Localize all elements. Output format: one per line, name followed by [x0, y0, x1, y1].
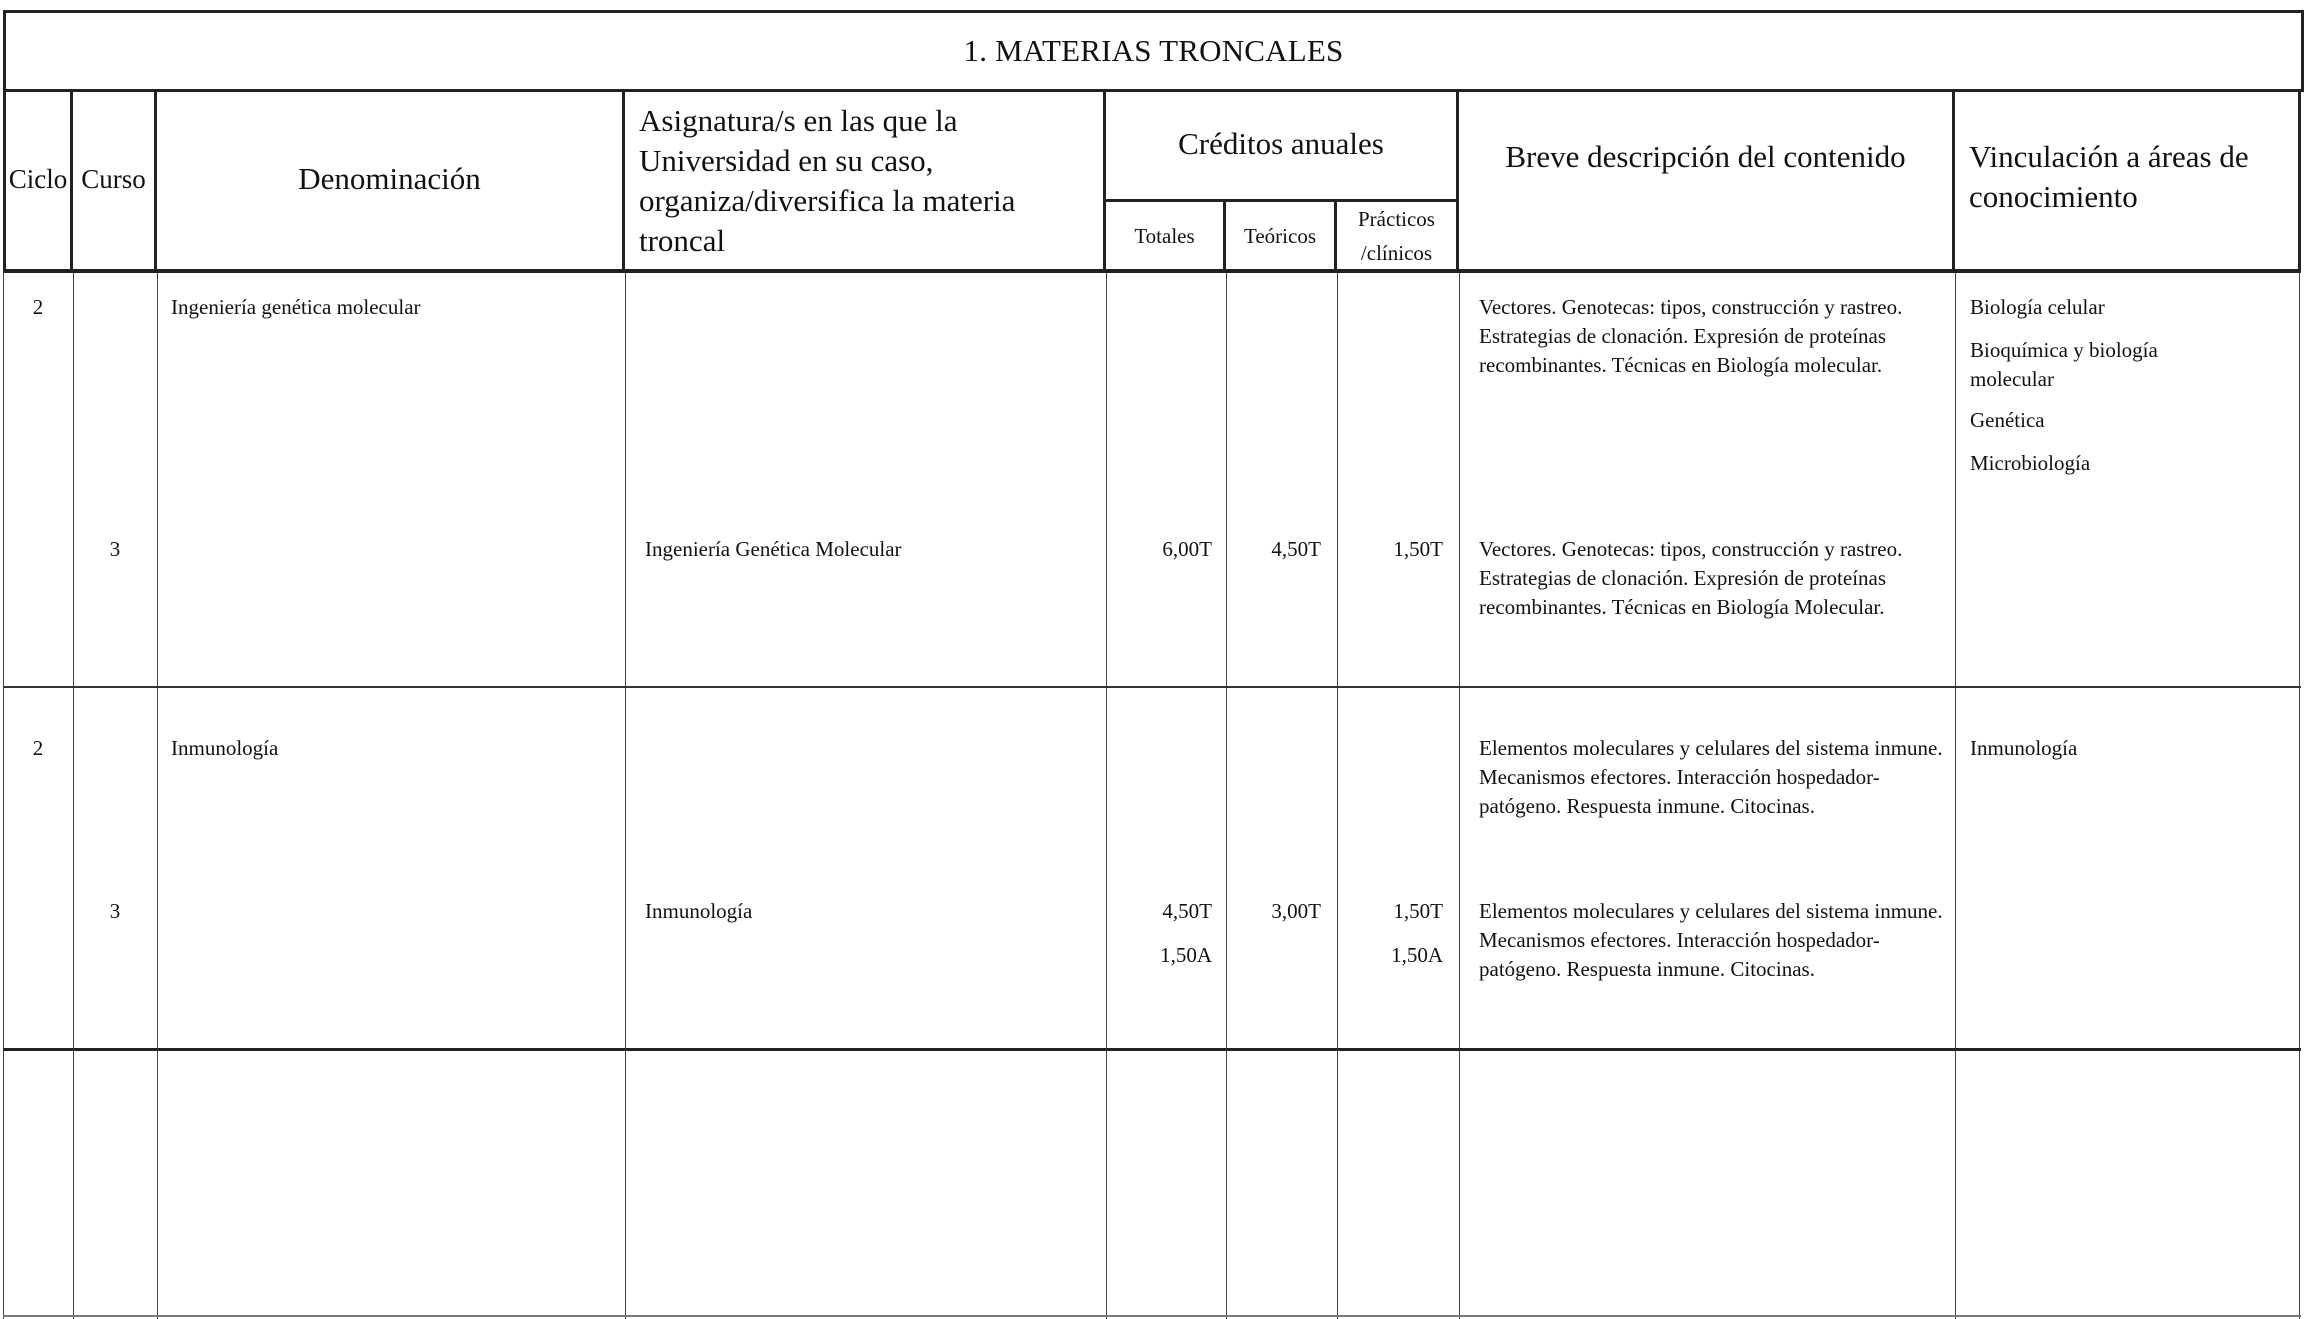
divider-totales-teoricos [1226, 273, 1227, 1319]
denominacion-value: Inmunología [171, 736, 279, 760]
curso-value: 3 [109, 899, 121, 923]
ciclo-value: 2 [32, 295, 44, 319]
header-curso-label: Curso [81, 164, 146, 194]
header-totales [1106, 202, 1226, 273]
curso-value: 3 [109, 537, 121, 561]
table-title: 1. MATERIAS TRONCALES [3, 10, 2304, 92]
teoricos-value: 4,50T [1271, 537, 1321, 561]
header-creditos [1106, 89, 1459, 202]
header-creditos-label: Créditos anuales [1178, 126, 1384, 161]
area-item: Genética [1970, 408, 2045, 432]
row-separator-1 [3, 686, 2301, 688]
header-vinculacion [1955, 89, 2301, 273]
area-item: Bioquímica y biología molecular [1970, 338, 2158, 391]
divider-asignatura-totales [1106, 273, 1107, 1319]
materias-troncales-table [3, 10, 2300, 1319]
border-left [3, 273, 4, 1319]
header-totales-label: Totales [1134, 223, 1195, 248]
divider-curso-denominacion [157, 273, 158, 1319]
header-practicos-label: Prácticos /clínicos [1358, 206, 1435, 265]
descripcion-value: Vectores. Genotecas: tipos, construcción y rastreo. Estrategias de clonación. Expresión de proteínas recombinantes. Técnicas en Biología molecular. [1479, 295, 1903, 377]
practicos-value: 1,50A [1391, 943, 1443, 967]
totales-value: 6,00T [1162, 537, 1212, 561]
descripcion-value: Elementos moleculares y celulares del sistema inmune. Mecanismos efectores. Interacción hospedador-patógeno. Respuesta inmune. Citocinas. [1479, 899, 1943, 981]
border-right [2299, 273, 2300, 1319]
descripcion-value: Elementos moleculares y celulares del sistema inmune. Mecanismos efectores. Interacción hospedador-patógeno. Respuesta inmune. Citocinas. [1479, 736, 1943, 818]
denominacion-value: Ingeniería genética molecular [171, 295, 421, 319]
header-descripcion [1459, 89, 1955, 273]
table-bottom-edge [3, 1315, 2301, 1317]
asignatura-value: Ingeniería Genética Molecular [645, 537, 902, 561]
divider-descripcion-vinculacion [1955, 273, 1956, 1319]
header-teoricos-label: Teóricos [1243, 223, 1316, 248]
row-separator-2 [3, 1048, 2301, 1051]
area-item: Microbiología [1970, 451, 2091, 475]
totales-value: 1,50A [1160, 943, 1212, 967]
area-item: Inmunología [1970, 736, 2078, 760]
header-denominacion-label: Denominación [298, 161, 481, 196]
header-asignatura-label: Asignatura/s en las que la Universidad en su caso, organiza/diversifica la materia troncal [639, 103, 1016, 258]
asignatura-value: Inmunología [645, 899, 753, 923]
descripcion-value: Vectores. Genotecas: tipos, construcción y rastreo. Estrategias de clonación. Expresión de proteínas recombinantes. Técnicas en Biología Molecular. [1479, 537, 1903, 619]
header-ciclo-label: Ciclo [8, 164, 68, 194]
divider-ciclo-curso [73, 273, 74, 1319]
teoricos-value: 3,00T [1271, 899, 1321, 923]
header-practicos [1337, 202, 1459, 273]
totales-value: 4,50T [1162, 899, 1212, 923]
header-curso [73, 89, 157, 273]
divider-denominacion-asignatura [625, 273, 626, 1319]
header-ciclo [3, 89, 73, 273]
ciclo-value: 2 [32, 736, 44, 760]
divider-practicos-descripcion [1459, 273, 1460, 1319]
practicos-value: 1,50T [1393, 537, 1443, 561]
practicos-value: 1,50T [1393, 899, 1443, 923]
header-descripcion-label: Breve descripción del contenido [1505, 139, 1906, 174]
header-vinculacion-label: Vinculación a áreas de conocimiento [1969, 139, 2249, 214]
divider-teoricos-practicos [1337, 273, 1338, 1319]
area-item: Biología celular [1970, 295, 2105, 319]
header-asignatura [625, 89, 1106, 273]
header-teoricos [1226, 202, 1337, 273]
header-denominacion [157, 89, 625, 273]
